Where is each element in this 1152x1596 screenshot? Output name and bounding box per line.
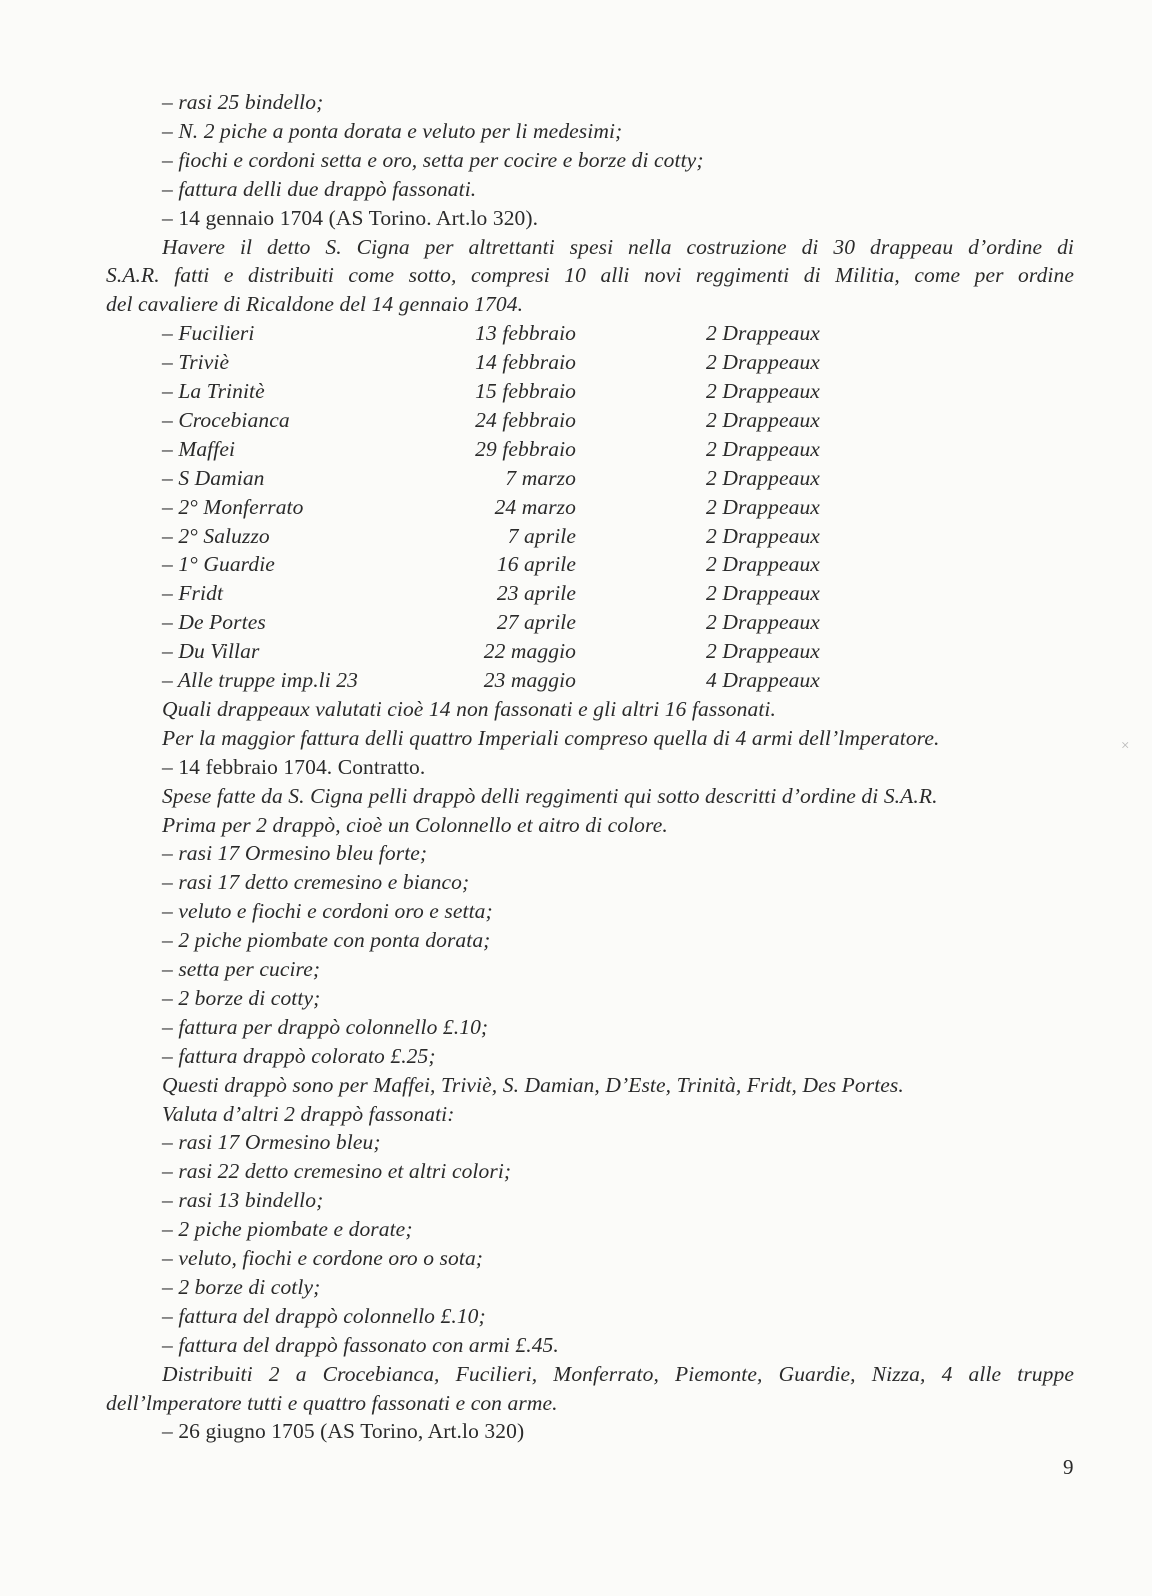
- table-cell-count: 2 Drappeaux: [706, 436, 820, 461]
- closing-line: – 26 giugno 1705 (AS Torino, Art.lo 320): [162, 1419, 525, 1444]
- table-cell-count: 2 Drappeaux: [706, 350, 820, 375]
- table-cell-date: 7 aprile: [507, 523, 576, 548]
- text-line: – fattura del drappò fassonato con armi £.45.: [162, 1332, 559, 1357]
- table-cell-count: 2 Drappeaux: [706, 494, 820, 519]
- paragraph-line: S.A.R. fatti e distribuiti come sotto, compresi 10 alli novi reggimenti di Militia, come per ordine: [106, 263, 1074, 288]
- text-line: – 14 febbraio 1704. Contratto.: [162, 754, 426, 779]
- text-line: – veluto, fiochi e cordone oro o sota;: [162, 1246, 484, 1270]
- margin-mark: ×: [1121, 738, 1130, 754]
- text-line: – 2 borze di cotty;: [162, 985, 321, 1010]
- table-cell-count: 2 Drappeaux: [706, 321, 820, 346]
- text-line: Questi drappò sono per Maffei, Triviè, S. Damian, D’Este, Trinità, Fridt, Des Portes.: [162, 1072, 904, 1097]
- page-number: 9: [1063, 1455, 1074, 1479]
- table-cell-count: 2 Drappeaux: [706, 379, 820, 403]
- paragraph-line: dell’lmperatore tutti e quattro fassonati e con arme.: [106, 1390, 558, 1415]
- text-line: – N. 2 piche a ponta dorata e veluto per li medesimi;: [162, 118, 623, 143]
- table-cell-count: 2 Drappeaux: [706, 639, 820, 664]
- table-cell-count: 2 Drappeaux: [706, 581, 820, 606]
- text-line: – fattura per drappò colonnello £.10;: [162, 1014, 489, 1039]
- table-cell-regiment: – S Damian: [162, 465, 265, 490]
- text-line: – rasi 22 detto cremesino et altri colori;: [162, 1159, 512, 1184]
- table-cell-date: 14 febbraio: [475, 350, 576, 375]
- table-cell-count: 2 Drappeaux: [706, 523, 820, 548]
- table-cell-regiment: – Du Villar: [162, 639, 260, 664]
- table-cell-count: 2 Drappeaux: [706, 552, 820, 577]
- table-cell-regiment: – 1° Guardie: [162, 552, 275, 577]
- text-line: – setta per cucire;: [162, 957, 321, 981]
- table-cell-date: 24 marzo: [494, 494, 576, 519]
- paragraph-line: Distribuiti 2 a Crocebianca, Fucilieri, Monferrato, Piemonte, Guardie, Nizza, 4 alle truppe: [162, 1361, 1074, 1386]
- text-line: – fattura drappò colorato £.25;: [162, 1043, 436, 1068]
- table-cell-count: 2 Drappeaux: [706, 465, 820, 490]
- paragraph-line: del cavaliere di Ricaldone del 14 gennaio 1704.: [106, 292, 524, 317]
- table-cell-regiment: – 2° Monferrato: [162, 494, 304, 519]
- text-line: Per la maggior fattura delli quattro Imperiali compreso quella di 4 armi dell’lmperatore.: [162, 725, 940, 750]
- text-line: – 2 piche piombate con ponta dorata;: [162, 928, 491, 953]
- text-line: – fiochi e cordoni setta e oro, setta per cocire e borze di cotty;: [162, 147, 704, 172]
- text-line: – rasi 17 Ormesino bleu forte;: [162, 841, 428, 866]
- text-line: Quali drappeaux valutati cioè 14 non fassonati e gli altri 16 fassonati.: [162, 696, 776, 721]
- table-cell-count: 4 Drappeaux: [706, 668, 820, 692]
- table-cell-date: 23 maggio: [483, 668, 576, 692]
- text-line: – rasi 25 bindello;: [162, 90, 324, 114]
- text-line: Valuta d’altri 2 drappò fassonati:: [162, 1101, 455, 1126]
- table-cell-regiment: – Maffei: [162, 436, 236, 461]
- table-cell-date: 7 marzo: [505, 465, 576, 490]
- text-line: – 2 borze di cotly;: [162, 1274, 321, 1299]
- table-cell-regiment: – Fridt: [162, 581, 224, 606]
- paragraph-line: Havere il detto S. Cigna per altrettanti spesi nella costruzione di 30 drappeau d’ordine di: [162, 234, 1074, 259]
- table-cell-date: 27 aprile: [496, 610, 576, 635]
- text-line: – veluto e fiochi e cordoni oro e setta;: [162, 899, 493, 924]
- table-cell-date: 22 maggio: [483, 639, 576, 664]
- table-cell-date: 15 febbraio: [475, 379, 576, 403]
- table-cell-regiment: – Triviè: [162, 350, 230, 375]
- table-cell-regiment: – Crocebianca: [162, 407, 290, 432]
- table-cell-regiment: – 2° Saluzzo: [162, 523, 270, 548]
- table-cell-regiment: – De Portes: [162, 610, 266, 635]
- table-cell-date: 24 febbraio: [475, 407, 576, 432]
- table-cell-count: 2 Drappeaux: [706, 407, 820, 432]
- table-cell-regiment: – Alle truppe imp.li 23: [162, 668, 358, 692]
- text-line: – fattura delli due drappò fassonati.: [162, 176, 477, 201]
- table-cell-date: 23 aprile: [496, 581, 576, 606]
- text-line: Prima per 2 drappò, cioè un Colonnello et aitro di colore.: [162, 812, 668, 837]
- table-cell-date: 29 febbraio: [475, 436, 576, 461]
- table-cell-date: 13 febbraio: [475, 321, 576, 346]
- text-line: Spese fatte da S. Cigna pelli drappò delli reggimenti qui sotto descritti d’ordine di S.A.R.: [162, 783, 938, 808]
- text-line: – 14 gennaio 1704 (AS Torino. Art.lo 320).: [162, 205, 539, 230]
- text-line: – rasi 13 bindello;: [162, 1188, 324, 1213]
- table-cell-regiment: – La Trinitè: [162, 379, 265, 403]
- text-line: – 2 piche piombate e dorate;: [162, 1217, 413, 1242]
- table-cell-date: 16 aprile: [496, 552, 576, 577]
- text-line: – rasi 17 Ormesino bleu;: [162, 1130, 381, 1155]
- text-line: – rasi 17 detto cremesino e bianco;: [162, 870, 470, 895]
- table-cell-count: 2 Drappeaux: [706, 610, 820, 635]
- table-cell-regiment: – Fucilieri: [162, 321, 255, 346]
- text-line: – fattura del drappò colonnello £.10;: [162, 1303, 486, 1328]
